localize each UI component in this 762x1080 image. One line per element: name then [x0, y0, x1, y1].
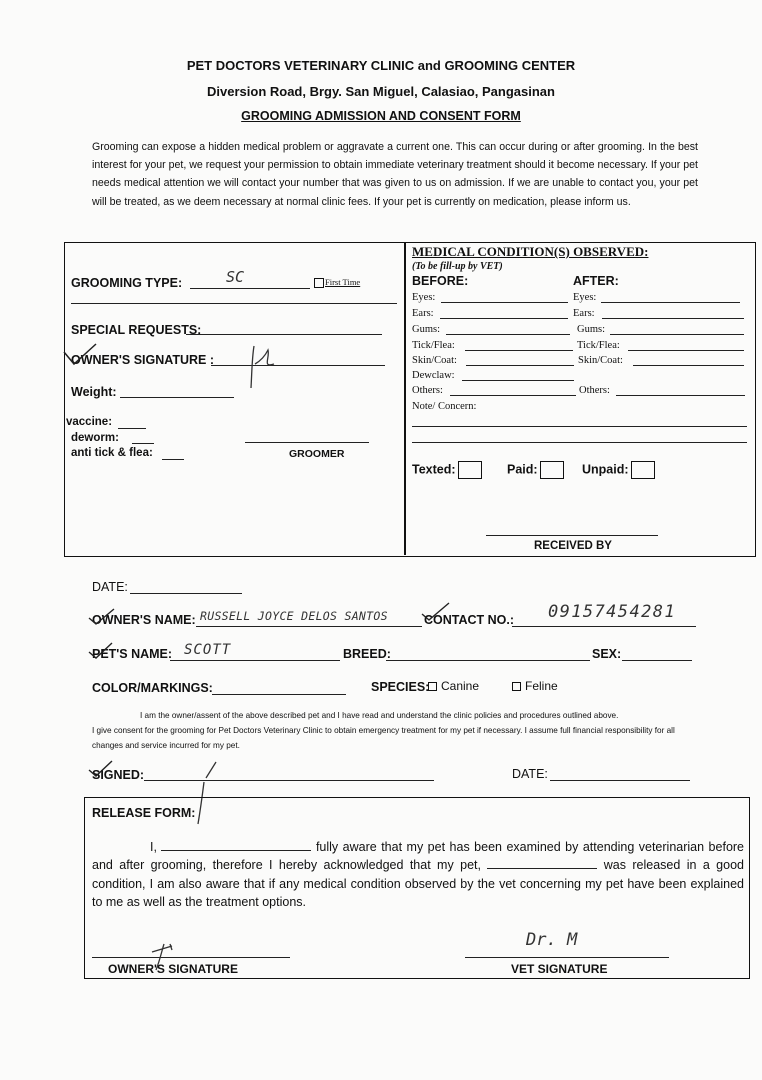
species-canine-option[interactable] — [428, 679, 479, 693]
groomer-signature-field[interactable] — [245, 432, 369, 443]
texted-label: Texted: — [412, 462, 456, 477]
sex-field[interactable] — [622, 646, 692, 661]
after-ears-label: Ears: — [573, 308, 595, 319]
anti-tick-label: anti tick & flea: — [71, 447, 153, 459]
grooming-type-label: GROOMING TYPE: — [71, 276, 183, 290]
sex-label: SEX: — [592, 647, 622, 661]
anti-tick-field[interactable] — [162, 448, 184, 460]
release-owner-signature-label: OWNER'S SIGNATURE — [108, 962, 238, 976]
texted-checkbox[interactable] — [458, 461, 482, 479]
signed-label: SIGNED: — [92, 768, 145, 782]
before-gums-field[interactable] — [446, 324, 570, 335]
after-tickflea-field[interactable] — [628, 340, 744, 351]
groomer-label: GROOMER — [289, 448, 345, 460]
after-tickflea-label: Tick/Flea: — [577, 340, 620, 351]
before-others-label: Others: — [412, 385, 443, 396]
release-i-label: I, — [150, 840, 157, 854]
before-ears-field[interactable] — [440, 308, 568, 319]
deworm-label: deworm: — [71, 432, 119, 444]
consent-date-field[interactable] — [550, 766, 690, 781]
species-feline-option[interactable] — [512, 679, 558, 693]
medical-subtitle: (To be fill-up by VET) — [412, 261, 503, 272]
intro-paragraph: Grooming can expose a hidden medical problem or aggravate a current one. This can occur during or after grooming. In the best interest for your pet, we request your permission to obtain immediate veterinary treatment should it become necessary. If your pet needs medical attention we will contact your number that was given to us on admission. If we are unable to contact you, your pet will be treated, as we deem necessary at normal clinic fees. If your pet is currently on medication, please inform us. — [92, 141, 698, 208]
breed-field[interactable] — [386, 646, 590, 661]
pet-name-label: PET'S NAME: — [92, 647, 173, 661]
form-title: GROOMING ADMISSION AND CONSENT FORM — [241, 109, 521, 123]
first-time-checkbox[interactable] — [314, 278, 324, 288]
breed-label: BREED: — [343, 647, 391, 661]
release-owner-name-field[interactable] — [161, 838, 311, 851]
after-label: AFTER: — [573, 274, 619, 288]
vaccine-label: vaccine: — [66, 416, 113, 428]
checkmark-icon — [419, 600, 453, 624]
release-text-b: was released in a good condition, I am also aware that if any medical condition observed by the vet concerning my pet have been explained to me as well as the treatment options. — [92, 858, 744, 910]
after-skincoat-label: Skin/Coat: — [578, 355, 623, 366]
unpaid-field[interactable] — [582, 461, 655, 479]
before-skincoat-field[interactable] — [466, 355, 574, 366]
first-time-label: First Time — [325, 277, 361, 287]
deworm-field[interactable] — [132, 432, 154, 444]
paid-label: Paid: — [507, 462, 538, 477]
after-eyes-field[interactable] — [601, 292, 740, 303]
signature-scribble-icon — [148, 940, 178, 976]
before-label: BEFORE: — [412, 274, 469, 288]
after-gums-label: Gums: — [577, 324, 606, 335]
owner-name-label: OWNER'S NAME: — [92, 613, 196, 627]
clinic-name: PET DOCTORS VETERINARY CLINIC and GROOMING CENTER — [186, 58, 576, 73]
feline-label: Feline — [525, 679, 558, 693]
vaccine-field[interactable] — [118, 416, 146, 429]
consent-line-1: I am the owner/assent of the above described pet and I have read and understand the clinic policies and procedures outlined above. — [140, 711, 619, 720]
release-text-a: fully aware that my pet has been examined by attending veterinarian before and after grooming, therefore I hereby acknowledged that my pet, — [92, 840, 745, 873]
paid-field[interactable] — [507, 461, 564, 479]
after-skincoat-field[interactable] — [633, 355, 744, 366]
consent-date-label: DATE: — [512, 767, 548, 781]
release-title: RELEASE FORM: — [92, 806, 196, 820]
consent-line-2: I give consent for the grooming for Pet Doctors Veterinary Clinic to obtain emergency treatment for my pet if necessary. I assume full financial responsibility for all changes and service incurred for my pet. — [92, 726, 675, 750]
before-gums-label: Gums: — [412, 324, 441, 335]
before-tickflea-field[interactable] — [465, 340, 573, 351]
canine-label: Canine — [441, 679, 480, 693]
signed-field[interactable] — [144, 766, 434, 781]
owner-signature-field[interactable] — [211, 352, 385, 366]
grooming-type-extra-line[interactable] — [71, 293, 397, 304]
color-markings-field[interactable] — [212, 680, 346, 695]
date-field[interactable] — [130, 581, 242, 594]
note-field-line-2[interactable] — [412, 434, 747, 443]
pet-name-value: SCOTT — [184, 642, 232, 658]
release-pet-name-field[interactable] — [487, 856, 597, 869]
unpaid-label: Unpaid: — [582, 462, 629, 477]
contact-label: CONTACT NO.: — [424, 613, 515, 627]
weight-field[interactable] — [120, 385, 234, 398]
species-label: SPECIES: — [371, 680, 430, 694]
before-eyes-field[interactable] — [441, 292, 568, 303]
date-label: DATE: — [92, 580, 128, 594]
paid-checkbox[interactable] — [540, 461, 564, 479]
box-divider — [404, 243, 406, 555]
vet-signature-label: VET SIGNATURE — [511, 962, 608, 976]
before-skincoat-label: Skin/Coat: — [412, 355, 457, 366]
clinic-address: Diversion Road, Brgy. San Miguel, Calasiao, Pangasinan — [207, 84, 555, 99]
after-gums-field[interactable] — [610, 324, 744, 335]
checkmark-icon — [86, 640, 114, 662]
release-owner-signature-field[interactable] — [92, 947, 290, 958]
color-markings-label: COLOR/MARKINGS: — [92, 681, 213, 695]
owner-signature-label: OWNER'S SIGNATURE : — [71, 353, 215, 367]
before-ears-label: Ears: — [412, 308, 434, 319]
grooming-type-field[interactable] — [190, 272, 310, 289]
after-ears-field[interactable] — [602, 308, 744, 319]
special-requests-label: SPECIAL REQUESTS: — [71, 323, 202, 337]
owner-name-value: RUSSELL JOYCE DELOS SANTOS — [200, 609, 388, 623]
checkmark-icon — [60, 340, 100, 370]
checkmark-icon — [86, 606, 116, 628]
vet-signature-value: Dr. M — [526, 930, 578, 950]
dewclaw-field[interactable] — [462, 370, 574, 381]
medical-title: MEDICAL CONDITION(S) OBSERVED: — [412, 244, 649, 259]
before-others-field[interactable] — [450, 385, 576, 396]
contact-value: 09157454281 — [548, 602, 676, 622]
after-eyes-label: Eyes: — [573, 292, 597, 303]
received-by-label: RECEIVED BY — [534, 540, 612, 552]
special-requests-field[interactable] — [186, 322, 382, 335]
feline-checkbox[interactable] — [512, 682, 521, 691]
note-label: Note/ Concern: — [412, 401, 477, 412]
grooming-type-value: SC — [226, 268, 245, 286]
canine-checkbox[interactable] — [428, 682, 437, 691]
received-by-signature-field[interactable] — [486, 527, 658, 536]
unpaid-checkbox[interactable] — [631, 461, 655, 479]
signature-scribble-icon — [240, 340, 290, 392]
before-eyes-label: Eyes: — [412, 292, 436, 303]
texted-field[interactable] — [412, 461, 482, 479]
checkmark-icon — [86, 758, 114, 780]
dewclaw-label: Dewclaw: — [412, 370, 455, 381]
before-tickflea-label: Tick/Flea: — [412, 340, 455, 351]
weight-label: Weight: — [71, 385, 117, 399]
after-others-field[interactable] — [616, 385, 745, 396]
after-others-label: Others: — [579, 385, 610, 396]
note-field-line-1[interactable] — [412, 418, 747, 427]
release-text — [92, 838, 744, 912]
